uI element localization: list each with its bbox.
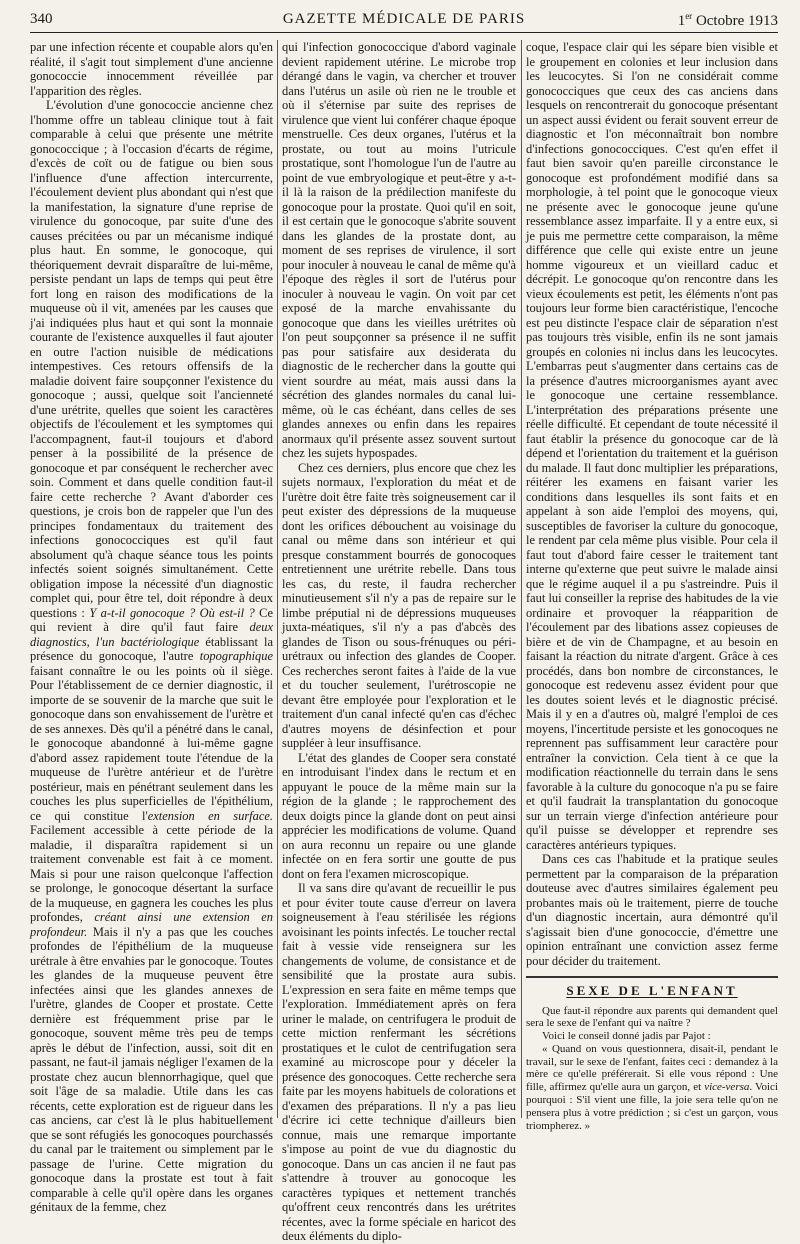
- journal-title: GAZETTE MÉDICALE DE PARIS: [282, 11, 526, 27]
- paragraph: Que faut-il répondre aux parents qui demandent quel sera le sexe de l'enfant qui va naître ?: [526, 1004, 778, 1030]
- page-header: [30, 10, 778, 33]
- paragraph: Voici le conseil donné jadis par Pajot :: [542, 1030, 711, 1043]
- paragraph: Dans ces cas l'habitude et la pratique seules permettent par la comparaison de la préparation douteuse avec d'autres similaires également peu probantes mais où le traitement, pierre de touche d'un diagnostic incertain, aura démontré qu'il s'agissait bien d'une gonococcie, d'émettre une opinion entraînant une conviction assez ferme pour décider du traitement.: [526, 852, 778, 968]
- section-separator: [526, 976, 778, 978]
- paragraph: Chez ces derniers, plus encore que chez les sujets normaux, l'exploration du méat et de l'urètre doit être faite très soigneusement car il peut exister des dépressions de la muqueuse dont les orifices débouchent au voisinage du canal ou même dans son intérieur et qui presque constamment bourrés de gonocoques entretiennent une urétrite rebelle. Dans tous les cas, du reste, il faudra rechercher minutieusement s'il n'y a pas de repaire sur le limbe préputial ni de dépressions muqueuses juxta-méatiques, s'il n'y a pas d'abcès des glandes de Tison ou sous-frénuques ou péri-urétraux ou infection des glandes de Cooper. Ces recherches seront faites à l'aide de la vue et du toucher seulement, l'urétroscopie ne devant être employée pour l'exploration et le traitement d'un canal infecté qu'en cas d'échec d'autres moyens de désinfection et pour suppléer à leur insuffisance.: [282, 460, 516, 750]
- paragraph: par une infection récente et coupable alors qu'en réalité, il s'agit tout simplement d'une ancienne gonococcie innocemment réveillée par l'apparition des règles.: [30, 40, 273, 98]
- paragraph: coque, l'espace clair qui les sépare bien visible et le groupement en colonies et leur inclusion dans les leucocytes. Si l'on ne considérait comme gonococciques que ceux des cas anciens dans lesquels on rencontrerait du gonocoque présentant un aspect aussi évident ou ferait souvent erreur de diagnostic et l'on méconnaîtrait bon nombre d'infections gonococciques. C'est qu'en effet il faut bien savoir qu'en pareille circonstance le gonocoque est profondément modifié dans sa morphologie, à tel point que le gonocoque vieux ne présente avec le gonocoque jeune qu'une ressemblance assez imparfaite. Il y a entre eux, si je puis me permettre cette comparaison, la même différence que celle qui existe entre un jeune homme vigoureux et un vieillard caduc et décrépit. Le gonocoque qu'on rencontre dans les vieux écoulements est petit, les éléments n'ont pas toujours leur forme bien caractéristique, l'encoche est peu distincte l'espace clair de séparation n'est pas toujours très visible, enfin ils ne sont jamais groupés en colonies ni inclus dans les leucocytes. L'embarras peut s'augmenter dans certains cas de la présence d'autres microorganismes ayant avec le gonocoque une certaine ressemblance. L'interprétation des préparations présente une réelle difficulté. Et cependant de toute nécessité il faut établir la présence du gonocoque car de là dépend et l'orientation du traitement et la guérison du malade. Il faut donc multiplier les préparations, réitérer les examens en faisant varier les conditions dans lesquelles ils sont faits et en appelant à son aide l'emploi des moyens, qui, susceptibles de favoriser la culture du gonocoque, le rendent par cela même plus visible. Pour cela il faut tout d'abord faire cesser le traitement tant interne qu'externe que peut suivre le malade ainsi que le régime auquel il a pu s'astreindre. Puis il faut lui conseiller la reprise des habitudes de la vie ordinaire et provoquer la réapparition de l'écoulement par des libations assez copieuses de bière et de vin de Champagne, et au besoin en faisant la réaction du nitrate d'argent. Grâce à ces procédés, dans bon nombre de circonstances, le gonocoque est redevenu assez évident pour que les doutes soient levés et le diagnostic précisé. Mais il y en a d'autres où, malgré l'emploi de ces moyens, l'incertitude persiste et les gonocoques ne reprennent pas suffisamment leur caractère pour entraîner la conviction. Cela tient à ce que la modification réactionnelle du terrain dans le sens favorable à la culture du gonocoque n'a pu se faire et qu'il faudrait la transplantation du gonocoque sur un terrain vierge d'infection antérieure pour qu'il puisse se développer et reprendre ses caractères antérieurs typiques.: [526, 40, 778, 852]
- paragraph: L'évolution d'une gonococcie ancienne chez l'homme offre un tableau clinique tout à fait comparable à celui que présente une métrite gonococcique ; à l'occasion d'écarts de régime, d'excès de coït ou de fatigue ou bien sous l'influence d'une affection intercurrente, l'écoulement devient plus abondant qui n'est que la manifestation, la signature d'une reprise de virulence du gonocoque, par suite d'une des causes précitées ou par un mécanisme indiqué plus haut. En somme, le gonocoque, qui théoriquement devrait disparaître de lui-même, persiste pendant un laps de temps qui peut être fort long en raison des modifications de la muqueuse où il vit, amenées par les causes que j'ai indiquées plus haut et qui sont la monnaie courante de l'existence auxquelles il faut ajouter en outre l'action nuisible de médications intempestives. Ces retours offensifs de la maladie doivent faire soupçonner l'existence du gonocoque ; aussi, quelque soit l'ancienneté d'une urétrite, quelles que soient les caractères objectifs de l'écoulement et les symptomes qui l'accompagnent, faut-il toujours et d'abord penser à la possibilité de la présence de gonocoque et par conséquent le rechercher avec soin. Comment et dans quelle condition faut-il faire cette recherche ? Avant d'aborder ces questions, je crois bon de rappeler que l'un des principes fondamentaux du traitement des infections gonococciques est qu'il faut absolument qu'à chaque séance tous les points infectés soient soignés simultanément. Cette obligation impose la nécessité d'un diagnostic complet qui, pour être tel, doit répondre à deux questions : Y a-t-il gonocoque ? Où est-il ? Ce qui revient à dire qu'il faut faire deux diagnostics, l'un bactériologique établissant la présence du gonocoque, l'autre topographique faisant connaître le ou les points où il siège. Pour l'établissement de ce dernier diagnostic, il importe de se souvenir de la marche que suit le gonocoque dans son envahissement de l'urètre et de ses annexes. Dès qu'il a pénétré dans le canal, le gonocoque abandonné à lui-même gagne d'abord assez rapidement toute l'étendue de la muqueuse de l'urètre antérieur et de l'urètre postérieur, mais en pénétrant seulement dans les couches les plus superficielles de l'épithélium, ce qui constitue l'extension en surface. Facilement accessible à cette période de la maladie, il disparaîtra rapidement si un traitement convenable est fait à ce moment. Mais si pour une raison quelconque l'affection se prolonge, le gonocoque désertant la surface de la muqueuse, en gagnera les couches les plus profondes, créant ainsi une extension en profondeur. Mais il n'y a pas que les couches profondes de l'épithélium de la muqueuse urétrale à être envahies par le gonocoque. Toutes les glandes de la muqueuse peuvent être infectées ainsi que les glandes annexes de l'urètre, glandes de Cooper et prostate. Cette dernière est fréquemment prise par le gonocoque, souvent même très peu de temps après le début de l'infection, aussi, soit dit en passant, ne faut-il jamais négliger l'examen de la prostate chez aucun blennorrhagique, quel que soit l'âge de sa maladie. Utile dans les cas récents, cette exploration est de rigueur dans les cas anciens, car c'est là le plus habituellement que se sont réfugiés les gonocoques pourchassés du canal par le traitement ou simplement par le passage de l'urine. Cette migration du gonocoque dans la prostate est tout à fait comparable à celle qu'il opère dans les organes génitaux de la femme, chez: [30, 98, 273, 1214]
- section-title: SEXE DE L'ENFANT: [566, 983, 738, 998]
- section-body: [526, 1005, 778, 1133]
- paragraph: L'état des glandes de Cooper sera constaté en introduisant l'index dans le rectum et en appuyant le pouce de la même main sur la région de la glande ; le rapprochement des deux doigts pince la glande dont on peut ainsi apprécier les modifications de volume. Quand on aura reconnu un repaire ou une glande infectée on en fera sortir une goutte de pus dont on fera l'examen microscopique.: [282, 750, 516, 881]
- column-left: [30, 40, 273, 1214]
- paragraph: « Quand on vous questionnera, disait-il, pendant le travail, sur le sexe de l'enfant, faites ceci : demandez à la mère ce qu'elle préférerait. Si elle vous répond : Une fille, affirmez qu'elle aura un garçon, et vice-versa. Voici pourquoi : S'il vient une fille, la joie sera telle qu'on ne pensera plus à votre prédiction ; si c'est un garçon, vous triompherez. »: [526, 1042, 778, 1132]
- column-divider: [521, 40, 522, 1118]
- issue-date: 1er Octobre 1913: [677, 11, 778, 29]
- paragraph: Il va sans dire qu'avant de recueillir le pus et pour éviter toute cause d'erreur on lavera soigneusement à l'eau stérilisée les régions avoisinant les points infectés. Le toucher rectal fait à vessie vide renseignera sur les changements de volume, de consistance et de sensibilité que la prostate aura subis. L'expression en sera faite en même temps que l'exploration. Immédiatement après on fera uriner le malade, on centrifugera le produit de cette miction renfermant les sécrétions prostatiques et le culot de centrifugation sera examiné au microscope pour y déceler la présence des gonocoques. Cette recherche sera faite par les moyens habituels de colorations et d'examen des préparations. Il n'y a pas lieu d'écrire ici cette technique d'ailleurs bien connue, mais une remarque importante s'impose au point de vue du diagnostic du gonocoque. Dans un cas ancien il ne faut pas s'attendre à trouver au gonocoque les caractères typiques et nettement tranchés qu'offrent ceux rencontrés dans les urétrites récentes, avec la forme spéciale en haricot des deux éléments du diplo-: [282, 881, 516, 1243]
- page-number: 340: [30, 11, 53, 27]
- column-right: [526, 40, 778, 1132]
- column-middle: [282, 40, 516, 1243]
- column-divider: [277, 40, 278, 1118]
- paragraph: qui l'infection gonococcique d'abord vaginale devient rapidement utérine. Le microbe trop dérangé dans le vagin, va chercher et trouver dans l'utérus un asile où rien ne le trouble et où il s'éternise par suite des reprises de virulence que vient lui conférer chaque époque menstruelle. Ces deux organes, l'utérus et la prostate, ou tout au moins l'utricule prostatique, sont l'homologue l'un de l'autre au point de vue embryologique et peut-être y a-t-il là la raison de la prédilection manifeste du gonocoque pour la prostate. Quoi qu'il en soit, il est certain que le gonocoque s'abrite souvent dans les glandes de la prostate dont, au moment de ses reprises de virulence, il sort pour inoculer à nouveau le canal de même qu'à l'époque des règles il sort de l'utérus pour inoculer à nouveau le vagin. On voit par cet exposé de la marche envahissante du gonocoque que dans les vieilles urétrites où l'on peut soupçonner sa présence il ne suffit pas pour satisfaire aux desiderata du diagnostic de le rechercher dans la goutte qui vient sourdre au méat, mais aussi dans la sécrétion des glandes normales du canal lui-même, où le cas échéant, dans celles de ses glandes annexes ou enfin dans les repaires anormaux qu'il présente assez souvent surtout chez les sujets hypospades.: [282, 40, 516, 460]
